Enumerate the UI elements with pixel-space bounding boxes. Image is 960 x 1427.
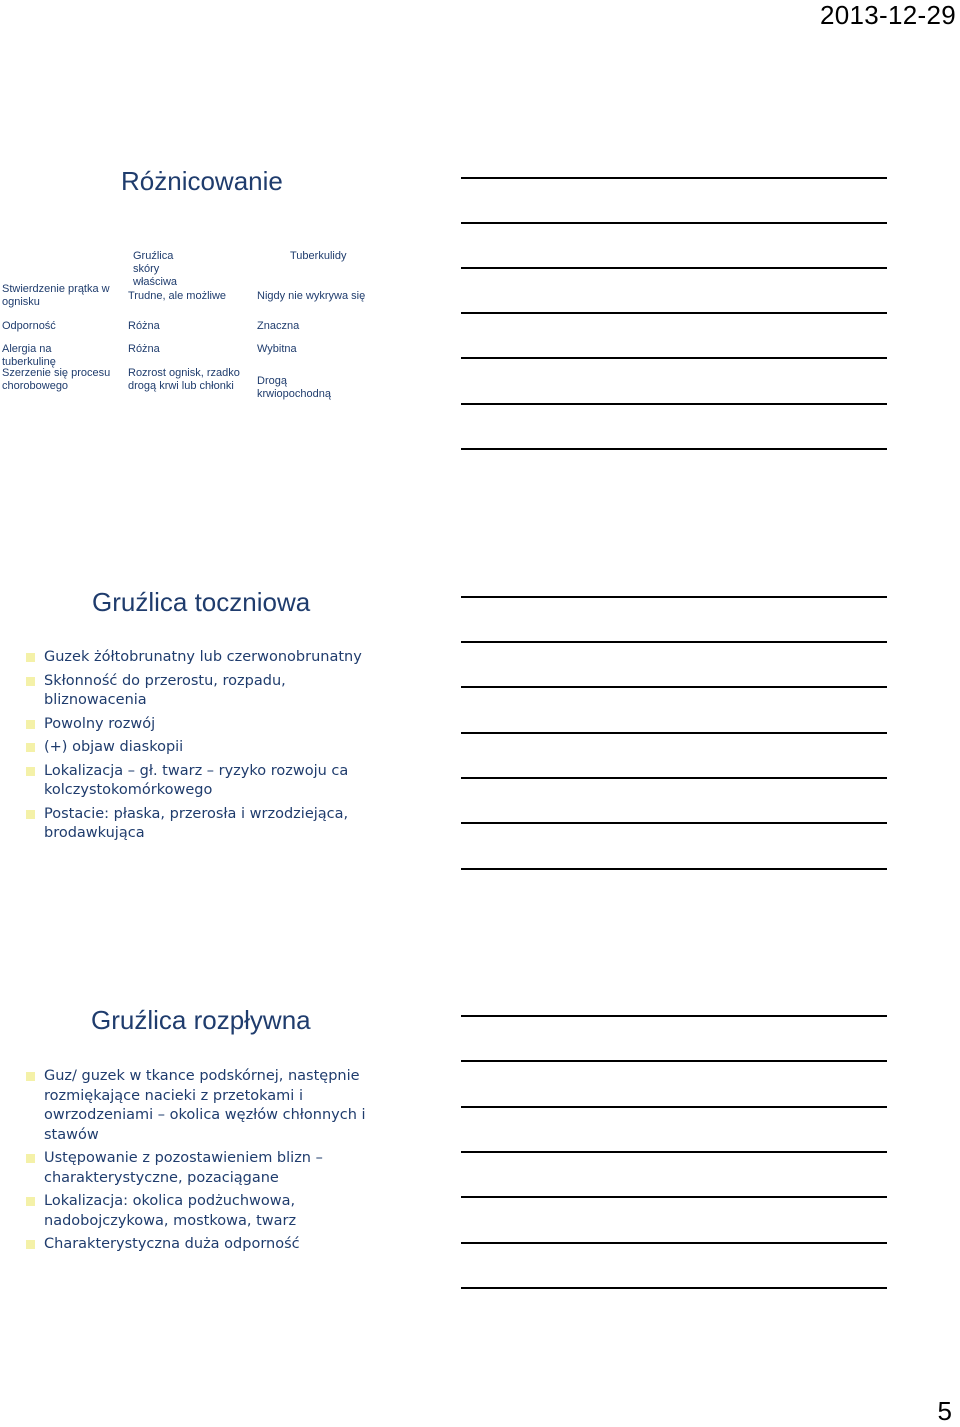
note-line <box>461 641 887 643</box>
list-item <box>26 715 386 735</box>
table-row-label: Stwierdzenie prątka w ognisku <box>2 283 110 308</box>
list-item-text: Lokalizacja – gł. twarz – ryzyko rozwoju ca kolczystokomórkowego <box>44 762 349 798</box>
list-item <box>26 1192 386 1231</box>
list-item <box>26 738 386 758</box>
bullet-square-icon <box>26 1197 35 1206</box>
list-item-text: (+) objaw diaskopii <box>44 739 184 755</box>
table-cell: Wybitna <box>257 343 297 355</box>
list-item-text: Ustępowanie z pozostawieniem blizn – charakterystyczne, pozaciągane <box>44 1150 323 1186</box>
note-line <box>461 868 887 870</box>
note-line <box>461 267 887 269</box>
table-row-label: Szerzenie się procesu chorobowego <box>2 367 111 392</box>
table-cell: Trudne, ale możliwe <box>128 290 227 302</box>
list-item <box>26 1235 386 1255</box>
note-line <box>461 448 887 450</box>
note-line <box>461 1060 887 1062</box>
list-item <box>26 1149 386 1188</box>
print-date: 2013-12-29 <box>820 0 956 30</box>
page-number: 5 <box>937 1396 952 1426</box>
note-line <box>461 1106 887 1108</box>
table-header-cell: Gruźlica skóry właściwa <box>133 250 178 288</box>
note-line <box>461 222 887 224</box>
table-cell: Różna <box>128 320 160 332</box>
bullet-square-icon <box>26 743 35 752</box>
bullet-square-icon <box>26 653 35 662</box>
note-line <box>461 1151 887 1153</box>
bullet-list <box>26 648 386 848</box>
note-line <box>461 732 887 734</box>
bullet-square-icon <box>26 810 35 819</box>
table-cell: Różna <box>128 343 160 355</box>
list-item-text: Charakterystyczna duża odporność <box>44 1236 300 1252</box>
note-line <box>461 822 887 824</box>
list-item-text: Postacie: płaska, przerosła i wrzodziejąca, brodawkująca <box>44 805 349 841</box>
bullet-square-icon <box>26 720 35 729</box>
note-line <box>461 686 887 688</box>
list-item <box>26 805 386 844</box>
list-item <box>26 1067 386 1145</box>
list-item-text: Guzek żółtobrunatny lub czerwonobrunatny <box>44 649 362 665</box>
note-line <box>461 357 887 359</box>
table-row-label: Odporność <box>2 320 56 332</box>
bullet-square-icon <box>26 767 35 776</box>
bullet-square-icon <box>26 1072 35 1081</box>
slide-title: Gruźlica toczniowa <box>92 587 311 617</box>
note-line <box>461 596 887 598</box>
list-item <box>26 648 386 668</box>
bullet-square-icon <box>26 677 35 686</box>
bullet-square-icon <box>26 1154 35 1163</box>
slide-title: Różnicowanie <box>121 166 283 196</box>
table-header-cell: Tuberkulidy <box>290 250 347 262</box>
note-line <box>461 1196 887 1198</box>
list-item-text: Powolny rozwój <box>44 715 156 732</box>
bullet-square-icon <box>26 1240 35 1249</box>
note-line <box>461 312 887 314</box>
list-item <box>26 762 386 801</box>
table-cell: Drogą krwiopochodną <box>257 375 331 400</box>
note-line <box>461 403 887 405</box>
note-line <box>461 177 887 179</box>
list-item-text: Lokalizacja: okolica podżuchwowa, nadobojczykowa, mostkowa, twarz <box>44 1193 297 1229</box>
note-line <box>461 1287 887 1289</box>
table-cell: Rozrost ognisk, rzadko drogą krwi lub chłonki <box>128 367 240 392</box>
list-item <box>26 672 386 711</box>
table-row-label: Alergia na tuberkulinę <box>2 343 56 368</box>
table-cell: Nigdy nie wykrywa się <box>257 290 366 302</box>
note-line <box>461 777 887 779</box>
bullet-list <box>26 1067 386 1259</box>
list-item-text: Skłonność do przerostu, rozpadu, bliznowacenia <box>44 672 286 708</box>
table-cell: Znaczna <box>257 320 300 332</box>
list-item-text: Guz/ guzek w tkance podskórnej, następnie rozmiękające nacieki z przetokami i owrzodzeniami – okolica węzłów chłonnych i stawów <box>44 1068 366 1143</box>
note-line <box>461 1015 887 1017</box>
note-line <box>461 1242 887 1244</box>
slide-title: Gruźlica rozpływna <box>91 1005 311 1035</box>
